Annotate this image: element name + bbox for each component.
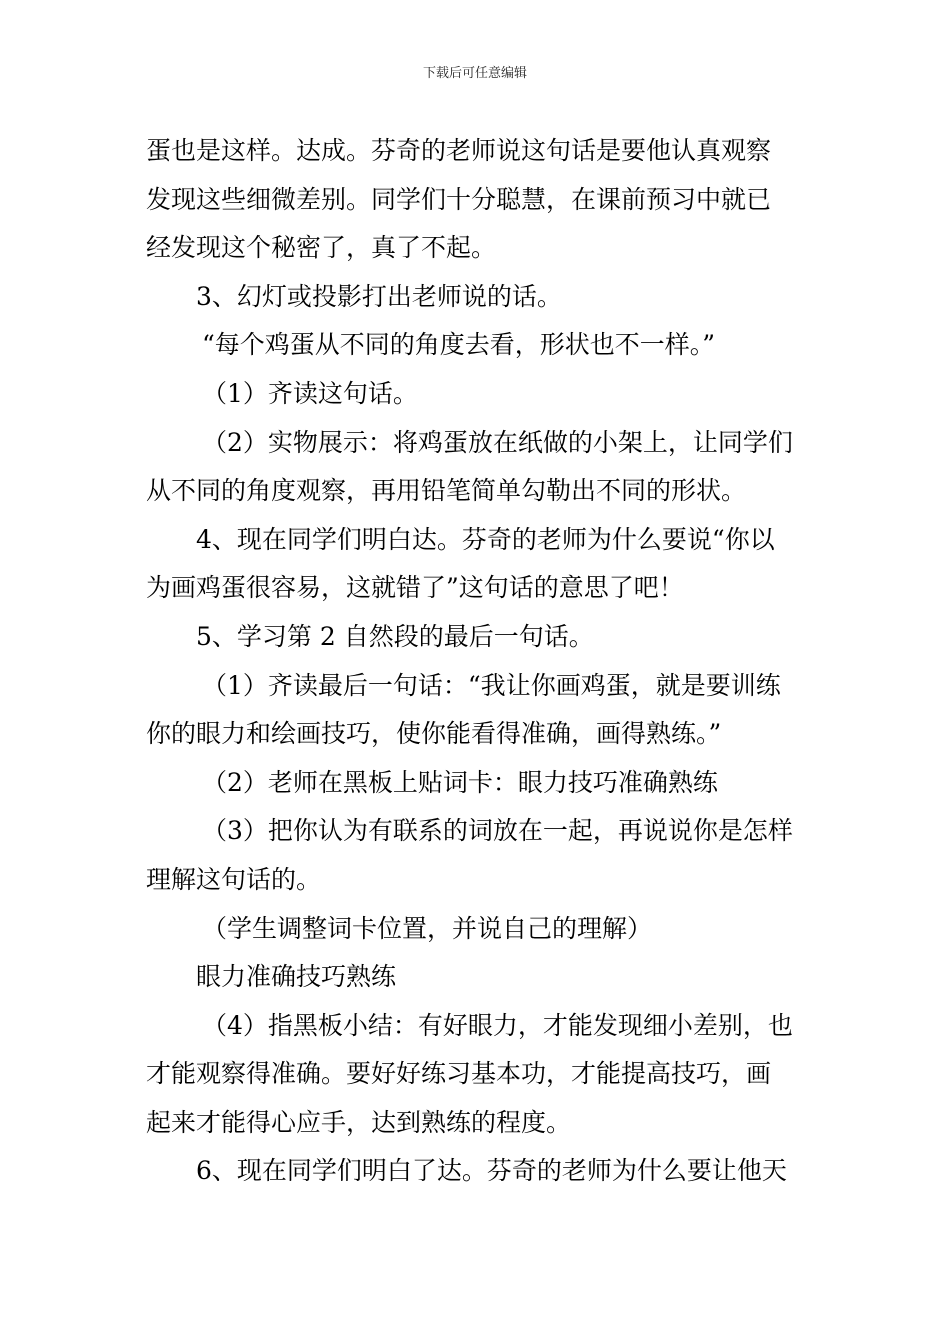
- text-line: 眼力准确技巧熟练: [196, 962, 397, 992]
- text-line: 起来才能得心应手，达到熟练的程度。: [146, 1107, 572, 1137]
- text-line: （2）老师在黑板上贴词卡：眼力技巧准确熟练: [202, 767, 718, 797]
- text-line: （3）把你认为有联系的词放在一起，再说说你是怎样: [202, 816, 793, 846]
- text-line: （4）指黑板小结：有好眼力，才能发现细小差别，也: [202, 1010, 793, 1040]
- text-line: （2）实物展示：将鸡蛋放在纸做的小架上，让同学们: [202, 427, 793, 457]
- text-line: 经发现这个秘密了，真了不起。: [146, 233, 497, 263]
- text-line: 6、现在同学们明白了达。芬奇的老师为什么要让他天: [196, 1156, 787, 1186]
- text-line: 4、现在同学们明白达。芬奇的老师为什么要说“你以: [196, 524, 775, 554]
- text-line: 发现这些细微差别。同学们十分聪慧，在课前预习中就已: [146, 184, 772, 214]
- text-line: 5、学习第 2 自然段的最后一句话。: [196, 621, 594, 651]
- text-line: 才能观察得准确。要好好练习基本功，才能提高技巧，画: [146, 1059, 772, 1089]
- text-line: 为画鸡蛋很容易，这就错了”这句话的意思了吧！: [146, 573, 684, 603]
- text-line: （学生调整词卡位置，并说自己的理解）: [202, 913, 653, 943]
- text-line: 理解这句话的。: [146, 864, 322, 894]
- text-line: 3、幻灯或投影打出老师说的话。: [196, 281, 562, 311]
- document-body: [146, 127, 810, 1196]
- text-line: 从不同的角度观察，再用铅笔简单勾勒出不同的形状。: [146, 476, 747, 506]
- text-line: （1）齐读最后一句话：“我让你画鸡蛋，就是要训练: [202, 670, 781, 700]
- text-line: 你的眼力和绘画技巧，使你能看得准确，画得熟练。”: [146, 719, 722, 749]
- text-line: （1）齐读这句话。: [202, 378, 418, 408]
- text-line: 蛋也是这样。达成。芬奇的老师说这句话是要他认真观察: [146, 136, 772, 165]
- page-header: 下载后可任意编辑: [422, 66, 527, 81]
- text-line: “每个鸡蛋从不同的角度去看，形状也不一样。”: [202, 330, 716, 360]
